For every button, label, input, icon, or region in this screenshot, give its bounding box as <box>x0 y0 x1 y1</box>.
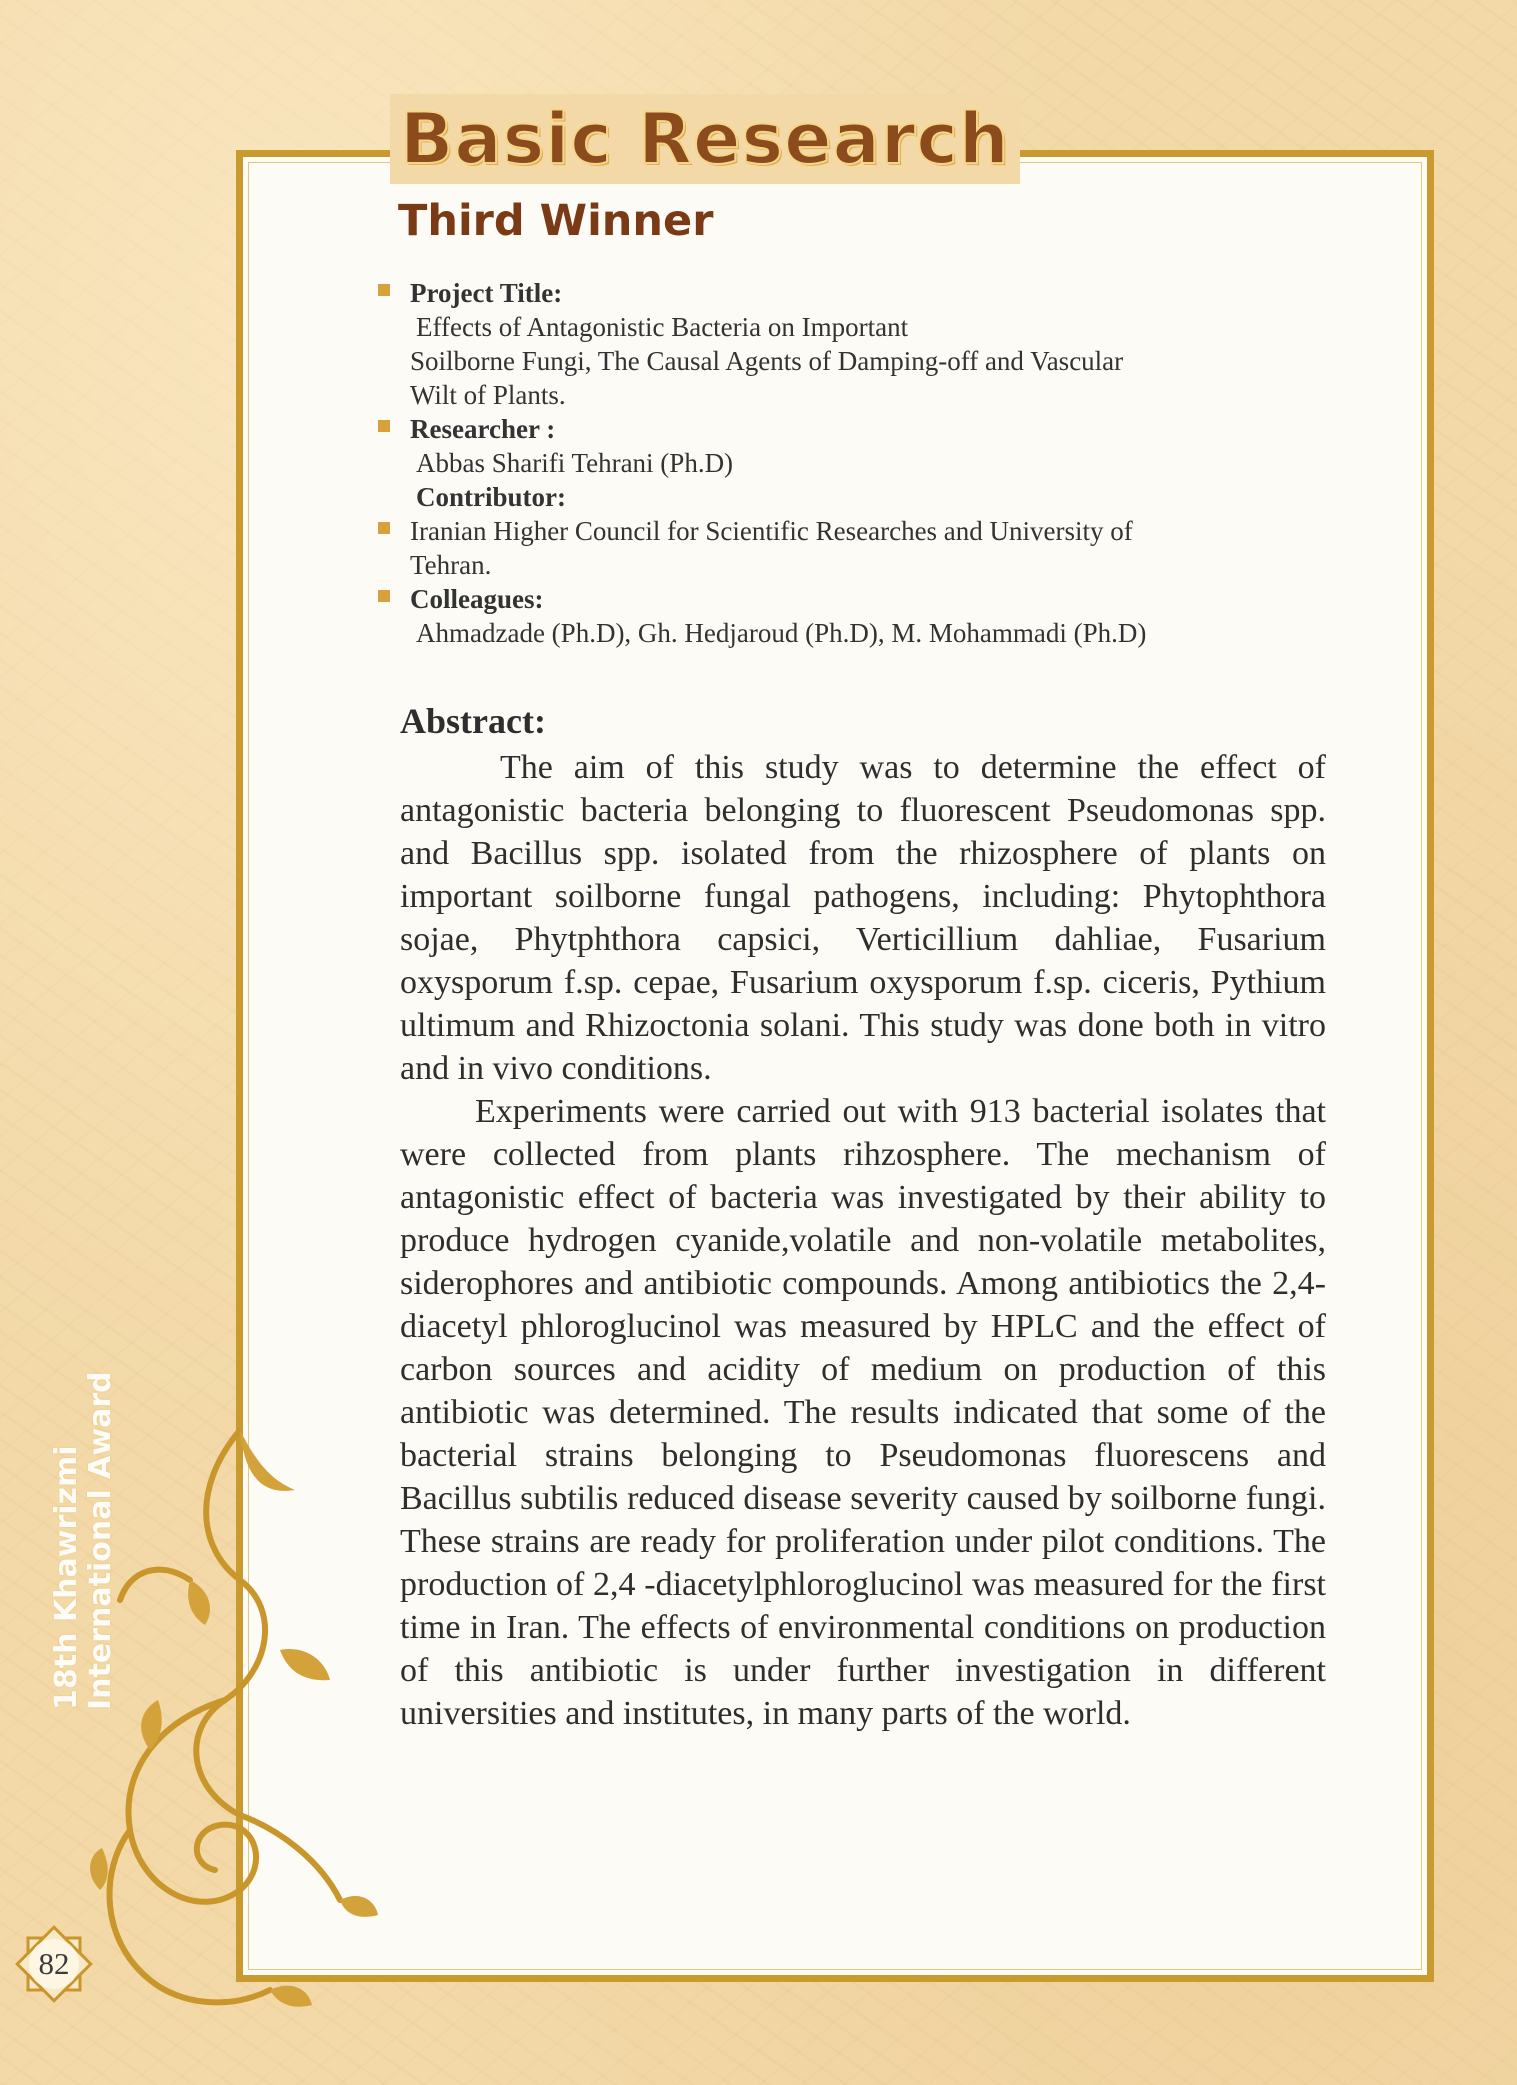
contributor-line: Iranian Higher Council for Scientific Researches and University of <box>410 516 1133 546</box>
bullet-icon <box>378 590 390 602</box>
section-heading: Basic Research <box>390 94 1020 184</box>
bullet-icon <box>378 420 390 432</box>
contributor-item <box>378 514 1278 582</box>
bullet-icon <box>378 522 390 534</box>
project-info <box>378 276 1278 650</box>
project-title-line: Wilt of Plants. <box>410 380 566 410</box>
project-title-line: Effects of Antagonistic Bacteria on Important <box>416 312 909 342</box>
sidebar-line: 18th Khawrizmi <box>49 1445 84 1710</box>
colleagues-names: Ahmadzade (Ph.D), Gh. Hedjaroud (Ph.D), M. Mohammadi (Ph.D) <box>416 618 1147 648</box>
project-title-item <box>378 276 1278 412</box>
award-sidebar-text <box>50 1230 118 1710</box>
abstract-section <box>400 698 1326 1735</box>
colleagues-item <box>378 582 1278 650</box>
researcher-item <box>378 412 1278 514</box>
abstract-title: Abstract: <box>400 701 546 741</box>
sidebar-line: International Award <box>83 1371 118 1710</box>
project-title-label: Project Title: <box>410 278 563 308</box>
project-title-line: Soilborne Fungi, The Causal Agents of Damping-off and Vascular <box>410 346 1124 376</box>
researcher-name: Abbas Sharifi Tehrani (Ph.D) <box>416 448 734 478</box>
contributor-label: Contributor: <box>416 482 566 512</box>
award-subtitle: Third Winner <box>398 196 714 246</box>
abstract-paragraph: The aim of this study was to determine the effect of antagonistic bacteria belonging to fluorescent Pseudomonas spp. and Bacillus spp. isolated from the rhizosphere of plants on important soilborne fungal pathogens, including: Phytophthora sojae, Phytphthora capsici, Verticillium dahliae, Fusarium oxysporum f.sp. cepae, Fusarium oxysporum f.sp. ciceris, Pythium ultimum and Rhizoctonia solani. This study was done both in vitro and in vivo conditions. <box>400 749 1326 1087</box>
colleagues-label: Colleagues: <box>410 584 544 614</box>
bullet-icon <box>378 284 390 296</box>
contributor-line: Tehran. <box>410 550 492 580</box>
abstract-paragraph: Experiments were carried out with 913 bacterial isolates that were collected from plants rihzosphere. The mechanism of antagonistic effect of bacteria was investigated by their ability to produce hydrogen cyanide,volatile and non-volatile metabolites, siderophores and antibiotic compounds. Among antibiotics the 2,4-diacetyl phloroglucinol was measured by HPLC and the effect of carbon sources and acidity of medium on production of this antibiotic was determined. The results indicated that some of the bacterial strains belonging to Pseudomonas fluorescens and Bacillus subtilis reduced disease severity caused by soilborne fungi. These strains are ready for proliferation under pilot conditions. The production of 2,4 -diacetylphloroglucinol was measured for the first time in Iran. The effects of environmental conditions on production of this antibiotic is under further investigation in different universities and institutes, in many parts of the world. <box>400 1093 1326 1732</box>
page-number: 82 <box>38 1946 70 1981</box>
researcher-label: Researcher : <box>410 414 556 444</box>
